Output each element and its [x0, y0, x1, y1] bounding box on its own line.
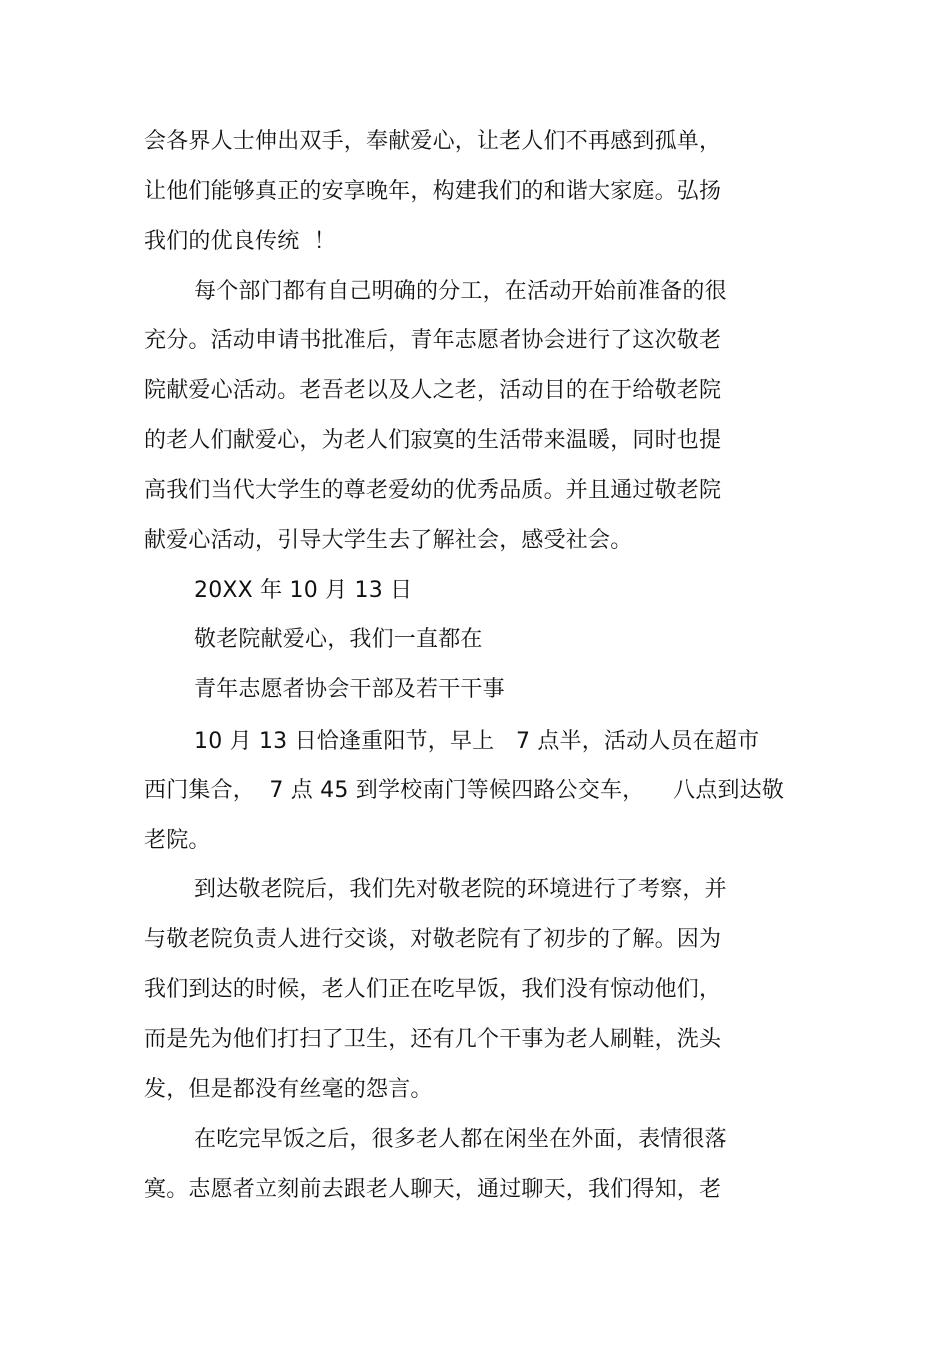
text-line: 西门集合， 7 点 45 到学校南门等候四路公交车， 八点到达敬 [144, 778, 785, 803]
text-line: 院献爱心活动。老吾老以及人之老，活动目的在于给敬老院 [144, 378, 722, 403]
activity-date: 20XX 年 10 月 13 日 [194, 578, 413, 603]
text-line: 发，但是都没有丝毫的怨言。 [144, 1077, 433, 1102]
text-line: 让他们能够真正的安享晚年，构建我们的和谐大家庭。弘扬 [144, 179, 722, 204]
text-line: 会各界人士伸出双手，奉献爱心，让老人们不再感到孤单， [144, 129, 722, 154]
text-line: 而是先为他们打扫了卫生，还有几个干事为老人刷鞋，洗头 [144, 1027, 722, 1052]
paragraph-first-line: 10 月 13 日恰逢重阳节，早上 7 点半，活动人员在超市 [194, 729, 760, 754]
activity-participants: 青年志愿者协会干部及若干干事 [194, 677, 505, 702]
text-line: 与敬老院负责人进行交谈，对敬老院有了初步的了解。因为 [144, 927, 722, 952]
text-line: 高我们当代大学生的尊老爱幼的优秀品质。并且通过敬老院 [144, 478, 722, 503]
text-line: 我们的优良传统 ！ [144, 229, 336, 254]
text-line: 我们到达的时候，老人们正在吃早饭，我们没有惊动他们， [144, 977, 722, 1002]
text-line: 寞。志愿者立刻前去跟老人聊天，通过聊天，我们得知，老 [144, 1177, 722, 1202]
paragraph-first-line: 在吃完早饭之后，很多老人都在闲坐在外面，表情很落 [194, 1127, 727, 1152]
paragraph-first-line: 到达敬老院后，我们先对敬老院的环境进行了考察，并 [194, 877, 727, 902]
text-line: 献爱心活动，引导大学生去了解社会，感受社会。 [144, 528, 633, 553]
text-line: 充分。活动申请书批准后，青年志愿者协会进行了这次敬老 [144, 328, 722, 353]
text-line: 的老人们献爱心，为老人们寂寞的生活带来温暖，同时也提 [144, 428, 722, 453]
text-line: 老院。 [144, 828, 211, 853]
activity-theme: 敬老院献爱心，我们一直都在 [194, 627, 483, 652]
paragraph-first-line: 每个部门都有自己明确的分工，在活动开始前准备的很 [194, 279, 727, 304]
